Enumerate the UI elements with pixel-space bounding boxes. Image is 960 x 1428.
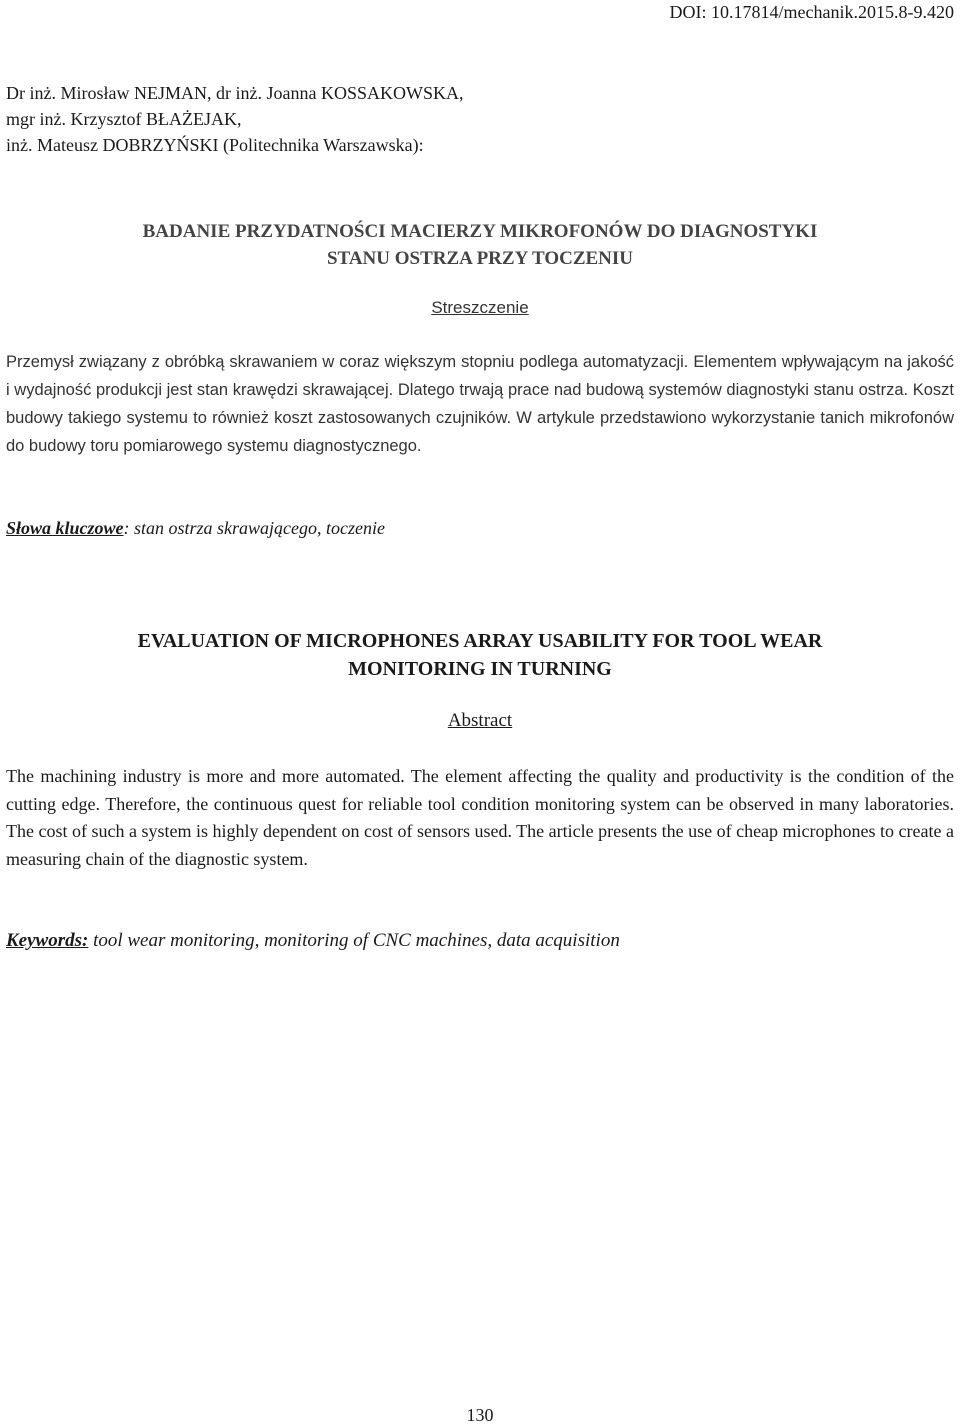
polish-title-line: STANU OSTRZA PRZY TOCZENIU bbox=[326, 248, 633, 269]
polish-abstract-text: Przemysł związany z obróbką skrawaniem w coraz większym stopniu podlega automatyzacji. Elementem wpływającym na jakość i wydajność produkcji jest stan krawędzi skrawającej. Dlatego trwają prace nad budową systemów diagnostyki stanu ostrza. Koszt budowy takiego systemu to również koszt zastosowanych czujników. W artykule przedstawiono wykorzystanie tanich mikrofonów do budowy toru pomiarowego systemu diagnostycznego. bbox=[6, 353, 954, 455]
author-line: Dr inż. Mirosław NEJMAN, dr inż. Joanna KOSSAKOWSKA, bbox=[6, 83, 464, 103]
english-title-line: EVALUATION OF MICROPHONES ARRAY USABILITY FOR TOOL WEAR bbox=[137, 630, 823, 652]
english-title-line: MONITORING IN TURNING bbox=[348, 658, 612, 680]
english-abstract-text: The machining industry is more and more automated. The element affecting the quality and productivity is the condition of the cutting edge. Therefore, the continuous quest for reliable tool condition monitoring system can be observed in many laboratories. The cost of such a system is highly dependent on cost of sensors used. The article presents the use of cheap microphones to create a measuring chain of the diagnostic system. bbox=[6, 766, 954, 869]
polish-keywords bbox=[6, 518, 385, 539]
page-number: 130 bbox=[466, 1405, 494, 1425]
english-keywords-list: tool wear monitoring, monitoring of CNC machines, data acquisition bbox=[88, 930, 620, 951]
english-keywords bbox=[6, 930, 620, 952]
polish-keywords-label: Słowa kluczowe bbox=[6, 518, 124, 538]
author-list bbox=[6, 80, 463, 158]
author-line: mgr inż. Krzysztof BŁAŻEJAK, bbox=[6, 109, 242, 129]
polish-title bbox=[0, 218, 960, 272]
english-abstract-heading: Abstract bbox=[447, 710, 513, 731]
polish-keywords-list: : stan ostrza skrawającego, toczenie bbox=[123, 518, 386, 538]
polish-title-line: BADANIE PRZYDATNOŚCI MACIERZY MIKROFONÓW DO DIAGNOSTYKI bbox=[142, 221, 818, 242]
author-line: inż. Mateusz DOBRZYŃSKI (Politechnika Warszawska): bbox=[6, 135, 424, 155]
polish-abstract-heading: Streszczenie bbox=[431, 298, 529, 317]
english-keywords-label: Keywords: bbox=[6, 930, 89, 951]
english-title bbox=[0, 627, 960, 683]
doi-reference: DOI: 10.17814/mechanik.2015.8-9.420 bbox=[669, 2, 954, 22]
